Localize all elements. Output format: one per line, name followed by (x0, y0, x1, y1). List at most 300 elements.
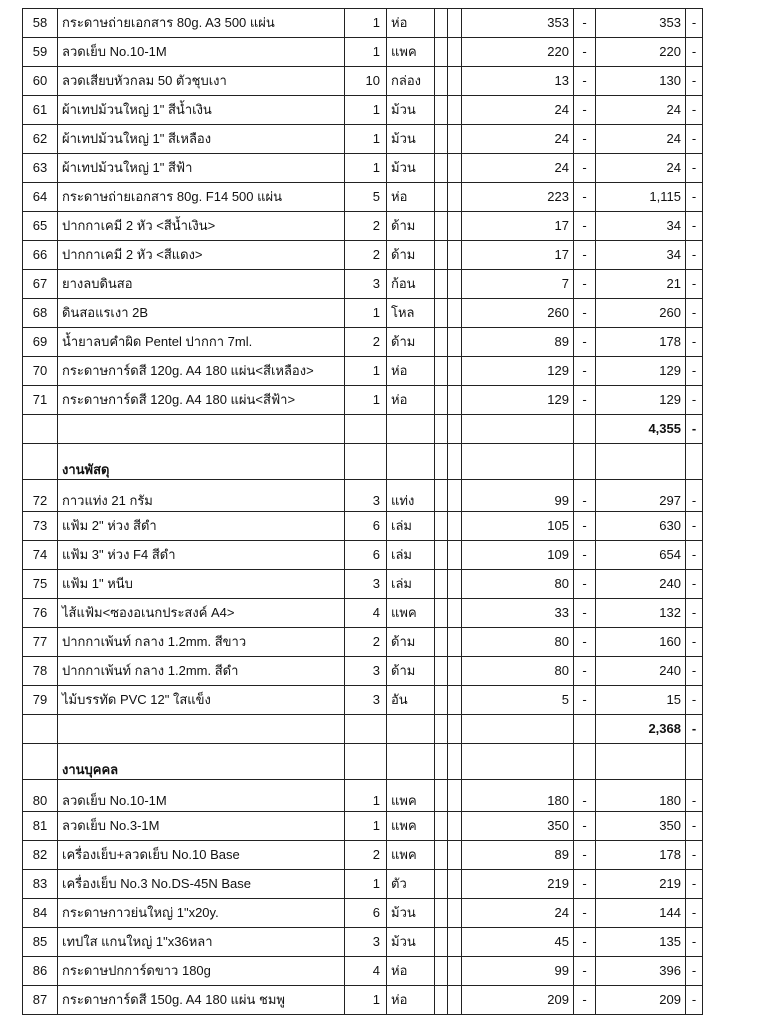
amount-satang: - (686, 512, 703, 541)
row-number: 67 (23, 270, 58, 299)
blank-cell (448, 125, 462, 154)
item-unit: แท่ง (387, 480, 435, 512)
blank-cell (448, 415, 462, 444)
unit-price: 220 (462, 38, 574, 67)
line-amount: 24 (596, 154, 686, 183)
blank-cell (574, 444, 596, 480)
subtotal-satang: - (686, 715, 703, 744)
unit-price: 109 (462, 541, 574, 570)
item-unit: ห่อ (387, 183, 435, 212)
blank-cell (23, 444, 58, 480)
blank-cell (448, 657, 462, 686)
amount-satang: - (686, 899, 703, 928)
blank-cell (345, 415, 387, 444)
item-description: แฟ้ม 1" หนีบ (58, 570, 345, 599)
item-description: ปากกาเคมี 2 หัว <สีแดง> (58, 241, 345, 270)
blank-cell (435, 870, 448, 899)
item-description: กระดาษถ่ายเอกสาร 80g. A3 500 แผ่น (58, 9, 345, 38)
amount-satang: - (686, 812, 703, 841)
blank-cell (448, 357, 462, 386)
item-unit: ด้าม (387, 212, 435, 241)
amount-satang: - (686, 357, 703, 386)
row-number: 78 (23, 657, 58, 686)
item-quantity: 3 (345, 928, 387, 957)
unit-price: 99 (462, 480, 574, 512)
item-quantity: 3 (345, 480, 387, 512)
blank-cell (435, 928, 448, 957)
line-amount: 178 (596, 841, 686, 870)
item-description: ผ้าเทปม้วนใหญ่ 1" สีฟ้า (58, 154, 345, 183)
blank-cell (448, 444, 462, 480)
line-amount: 396 (596, 957, 686, 986)
item-description: กระดาษกาวย่นใหญ่ 1"x20y. (58, 899, 345, 928)
amount-satang: - (686, 125, 703, 154)
blank-cell (435, 183, 448, 212)
item-quantity: 3 (345, 270, 387, 299)
unit-price: 80 (462, 628, 574, 657)
amount-satang: - (686, 9, 703, 38)
item-unit: อัน (387, 686, 435, 715)
price-satang: - (574, 957, 596, 986)
price-satang: - (574, 928, 596, 957)
unit-price: 129 (462, 357, 574, 386)
price-satang: - (574, 212, 596, 241)
row-number: 69 (23, 328, 58, 357)
blank-cell (435, 96, 448, 125)
unit-price: 353 (462, 9, 574, 38)
blank-cell (58, 715, 345, 744)
blank-cell (448, 715, 462, 744)
item-description: ปากกาเพ้นท์ กลาง 1.2mm. สีดำ (58, 657, 345, 686)
table-row (23, 96, 703, 125)
table-row (23, 599, 703, 628)
row-number: 87 (23, 986, 58, 1015)
item-unit: ด้าม (387, 657, 435, 686)
item-unit: ห่อ (387, 9, 435, 38)
item-quantity: 1 (345, 38, 387, 67)
line-amount: 240 (596, 657, 686, 686)
amount-satang: - (686, 928, 703, 957)
blank-cell (448, 899, 462, 928)
item-quantity: 1 (345, 9, 387, 38)
unit-price: 7 (462, 270, 574, 299)
blank-cell (435, 599, 448, 628)
blank-cell (435, 386, 448, 415)
table-row (23, 154, 703, 183)
blank-cell (435, 899, 448, 928)
item-unit: แพค (387, 780, 435, 812)
table-row (23, 870, 703, 899)
blank-cell (435, 241, 448, 270)
item-quantity: 3 (345, 686, 387, 715)
row-number: 58 (23, 9, 58, 38)
row-number: 81 (23, 812, 58, 841)
unit-price: 17 (462, 212, 574, 241)
table-row (23, 328, 703, 357)
price-satang: - (574, 480, 596, 512)
blank-cell (435, 780, 448, 812)
blank-cell (435, 686, 448, 715)
unit-price: 180 (462, 780, 574, 812)
row-number: 64 (23, 183, 58, 212)
row-number: 71 (23, 386, 58, 415)
row-number: 68 (23, 299, 58, 328)
amount-satang: - (686, 480, 703, 512)
item-unit: ม้วน (387, 154, 435, 183)
unit-price: 80 (462, 657, 574, 686)
item-unit: ม้วน (387, 125, 435, 154)
item-quantity: 1 (345, 357, 387, 386)
row-number: 70 (23, 357, 58, 386)
price-satang: - (574, 38, 596, 67)
unit-price: 13 (462, 67, 574, 96)
item-quantity: 2 (345, 328, 387, 357)
row-number: 60 (23, 67, 58, 96)
blank-cell (462, 444, 574, 480)
item-quantity: 5 (345, 183, 387, 212)
amount-satang: - (686, 299, 703, 328)
item-unit: ด้าม (387, 628, 435, 657)
blank-cell (435, 986, 448, 1015)
purchase-list-table (22, 8, 703, 1015)
blank-cell (435, 957, 448, 986)
section-title: งานพัสดุ (58, 444, 345, 480)
blank-cell (686, 444, 703, 480)
price-satang: - (574, 599, 596, 628)
item-quantity: 1 (345, 986, 387, 1015)
line-amount: 654 (596, 541, 686, 570)
blank-cell (462, 415, 574, 444)
row-number: 85 (23, 928, 58, 957)
blank-cell (448, 512, 462, 541)
item-quantity: 1 (345, 299, 387, 328)
item-description: กระดาษการ์ดสี 120g. A4 180 แผ่น<สีเหลือง> (58, 357, 345, 386)
item-unit: ตัว (387, 870, 435, 899)
unit-price: 209 (462, 986, 574, 1015)
row-number: 66 (23, 241, 58, 270)
amount-satang: - (686, 328, 703, 357)
item-quantity: 10 (345, 67, 387, 96)
item-description: กาวแท่ง 21 กรัม (58, 480, 345, 512)
unit-price: 24 (462, 125, 574, 154)
blank-cell (686, 744, 703, 780)
row-number: 62 (23, 125, 58, 154)
blank-cell (448, 599, 462, 628)
line-amount: 240 (596, 570, 686, 599)
blank-cell (387, 744, 435, 780)
table-row (23, 480, 703, 512)
table-row (23, 841, 703, 870)
item-quantity: 6 (345, 512, 387, 541)
blank-cell (435, 812, 448, 841)
table-row (23, 986, 703, 1015)
blank-cell (574, 415, 596, 444)
table-row (23, 299, 703, 328)
blank-cell (387, 444, 435, 480)
blank-cell (435, 444, 448, 480)
blank-cell (448, 299, 462, 328)
blank-cell (462, 715, 574, 744)
table-row (23, 899, 703, 928)
item-description: ผ้าเทปม้วนใหญ่ 1" สีเหลือง (58, 125, 345, 154)
blank-cell (58, 415, 345, 444)
price-satang: - (574, 386, 596, 415)
table-row (23, 541, 703, 570)
row-number: 61 (23, 96, 58, 125)
line-amount: 34 (596, 212, 686, 241)
amount-satang: - (686, 154, 703, 183)
row-number: 84 (23, 899, 58, 928)
blank-cell (435, 154, 448, 183)
item-description: กระดาษถ่ายเอกสาร 80g. F14 500 แผ่น (58, 183, 345, 212)
item-unit: ห่อ (387, 357, 435, 386)
table-row (23, 812, 703, 841)
table-body (23, 9, 703, 1015)
row-number: 65 (23, 212, 58, 241)
price-satang: - (574, 96, 596, 125)
item-unit: แพค (387, 812, 435, 841)
blank-cell (448, 96, 462, 125)
blank-cell (435, 570, 448, 599)
amount-satang: - (686, 780, 703, 812)
item-description: ยางลบดินสอ (58, 270, 345, 299)
line-amount: 219 (596, 870, 686, 899)
line-amount: 24 (596, 96, 686, 125)
item-unit: ด้าม (387, 328, 435, 357)
table-row (23, 125, 703, 154)
item-unit: โหล (387, 299, 435, 328)
row-number: 86 (23, 957, 58, 986)
line-amount: 350 (596, 812, 686, 841)
item-unit: ก้อน (387, 270, 435, 299)
price-satang: - (574, 986, 596, 1015)
line-amount: 21 (596, 270, 686, 299)
item-unit: แพค (387, 841, 435, 870)
blank-cell (435, 270, 448, 299)
item-description: ลวดเย็บ No.10-1M (58, 38, 345, 67)
section-header-row (23, 744, 703, 780)
blank-cell (448, 928, 462, 957)
unit-price: 99 (462, 957, 574, 986)
price-satang: - (574, 841, 596, 870)
price-satang: - (574, 657, 596, 686)
amount-satang: - (686, 870, 703, 899)
table-row (23, 780, 703, 812)
item-quantity: 1 (345, 96, 387, 125)
price-satang: - (574, 357, 596, 386)
price-satang: - (574, 183, 596, 212)
item-description: เทปใส แกนใหญ่ 1"x36หลา (58, 928, 345, 957)
amount-satang: - (686, 183, 703, 212)
blank-cell (387, 715, 435, 744)
row-number: 77 (23, 628, 58, 657)
blank-cell (435, 328, 448, 357)
amount-satang: - (686, 212, 703, 241)
blank-cell (448, 841, 462, 870)
price-satang: - (574, 154, 596, 183)
unit-price: 219 (462, 870, 574, 899)
unit-price: 350 (462, 812, 574, 841)
line-amount: 129 (596, 357, 686, 386)
blank-cell (448, 812, 462, 841)
item-unit: แพค (387, 599, 435, 628)
unit-price: 33 (462, 599, 574, 628)
price-satang: - (574, 299, 596, 328)
item-unit: เล่ม (387, 512, 435, 541)
blank-cell (345, 715, 387, 744)
subtotal-row (23, 715, 703, 744)
blank-cell (345, 444, 387, 480)
blank-cell (345, 744, 387, 780)
blank-cell (23, 415, 58, 444)
unit-price: 89 (462, 841, 574, 870)
amount-satang: - (686, 957, 703, 986)
item-description: ลวดเย็บ No.3-1M (58, 812, 345, 841)
item-unit: ม้วน (387, 928, 435, 957)
line-amount: 209 (596, 986, 686, 1015)
item-quantity: 1 (345, 870, 387, 899)
unit-price: 129 (462, 386, 574, 415)
line-amount: 178 (596, 328, 686, 357)
price-satang: - (574, 270, 596, 299)
item-quantity: 1 (345, 780, 387, 812)
blank-cell (448, 386, 462, 415)
item-quantity: 3 (345, 657, 387, 686)
blank-cell (448, 628, 462, 657)
amount-satang: - (686, 841, 703, 870)
line-amount: 260 (596, 299, 686, 328)
subtotal-amount: 2,368 (596, 715, 686, 744)
item-quantity: 3 (345, 570, 387, 599)
price-satang: - (574, 512, 596, 541)
section-title: งานบุคคล (58, 744, 345, 780)
amount-satang: - (686, 96, 703, 125)
blank-cell (574, 715, 596, 744)
blank-cell (448, 67, 462, 96)
line-amount: 160 (596, 628, 686, 657)
blank-cell (435, 67, 448, 96)
blank-cell (448, 183, 462, 212)
blank-cell (435, 38, 448, 67)
line-amount: 1,115 (596, 183, 686, 212)
item-description: แฟ้ม 2" ห่วง สีดำ (58, 512, 345, 541)
unit-price: 105 (462, 512, 574, 541)
blank-cell (574, 744, 596, 780)
amount-satang: - (686, 628, 703, 657)
blank-cell (435, 541, 448, 570)
row-number: 76 (23, 599, 58, 628)
blank-cell (596, 744, 686, 780)
row-number: 74 (23, 541, 58, 570)
item-unit: แพค (387, 38, 435, 67)
item-description: ลวดเสียบหัวกลม 50 ตัวชุบเงา (58, 67, 345, 96)
item-quantity: 1 (345, 154, 387, 183)
line-amount: 130 (596, 67, 686, 96)
item-description: ปากกาเคมี 2 หัว <สีน้ำเงิน> (58, 212, 345, 241)
row-number: 72 (23, 480, 58, 512)
item-unit: เล่ม (387, 570, 435, 599)
item-description: กระดาษการ์ดสี 150g. A4 180 แผ่น ชมพู (58, 986, 345, 1015)
table-row (23, 212, 703, 241)
item-description: แฟ้ม 3" ห่วง F4 สีดำ (58, 541, 345, 570)
blank-cell (435, 715, 448, 744)
item-quantity: 1 (345, 386, 387, 415)
price-satang: - (574, 628, 596, 657)
row-number: 82 (23, 841, 58, 870)
blank-cell (435, 657, 448, 686)
table-row (23, 512, 703, 541)
item-description: ลวดเย็บ No.10-1M (58, 780, 345, 812)
unit-price: 260 (462, 299, 574, 328)
item-description: กระดาษการ์ดสี 120g. A4 180 แผ่น<สีฟ้า> (58, 386, 345, 415)
row-number: 80 (23, 780, 58, 812)
blank-cell (448, 744, 462, 780)
item-unit: ด้าม (387, 241, 435, 270)
table-row (23, 270, 703, 299)
table-row (23, 183, 703, 212)
subtotal-row (23, 415, 703, 444)
item-quantity: 4 (345, 957, 387, 986)
unit-price: 89 (462, 328, 574, 357)
blank-cell (23, 715, 58, 744)
price-satang: - (574, 870, 596, 899)
row-number: 63 (23, 154, 58, 183)
line-amount: 135 (596, 928, 686, 957)
price-satang: - (574, 686, 596, 715)
table-row (23, 686, 703, 715)
amount-satang: - (686, 657, 703, 686)
table-row (23, 657, 703, 686)
blank-cell (435, 628, 448, 657)
blank-cell (448, 480, 462, 512)
item-unit: กล่อง (387, 67, 435, 96)
amount-satang: - (686, 38, 703, 67)
blank-cell (435, 212, 448, 241)
price-satang: - (574, 125, 596, 154)
amount-satang: - (686, 270, 703, 299)
line-amount: 129 (596, 386, 686, 415)
item-description: น้ำยาลบคำผิด Pentel ปากกา 7ml. (58, 328, 345, 357)
blank-cell (448, 38, 462, 67)
item-description: ไม้บรรทัด PVC 12" ใสแข็ง (58, 686, 345, 715)
row-number: 73 (23, 512, 58, 541)
blank-cell (448, 570, 462, 599)
unit-price: 45 (462, 928, 574, 957)
blank-cell (448, 686, 462, 715)
blank-cell (435, 357, 448, 386)
unit-price: 80 (462, 570, 574, 599)
amount-satang: - (686, 686, 703, 715)
row-number: 59 (23, 38, 58, 67)
item-quantity: 1 (345, 125, 387, 154)
amount-satang: - (686, 241, 703, 270)
item-quantity: 1 (345, 812, 387, 841)
blank-cell (462, 744, 574, 780)
blank-cell (435, 415, 448, 444)
amount-satang: - (686, 570, 703, 599)
line-amount: 353 (596, 9, 686, 38)
subtotal-satang: - (686, 415, 703, 444)
line-amount: 24 (596, 125, 686, 154)
item-quantity: 6 (345, 541, 387, 570)
line-amount: 132 (596, 599, 686, 628)
unit-price: 24 (462, 899, 574, 928)
item-unit: ม้วน (387, 899, 435, 928)
item-quantity: 2 (345, 212, 387, 241)
line-amount: 297 (596, 480, 686, 512)
blank-cell (435, 841, 448, 870)
blank-cell (23, 744, 58, 780)
